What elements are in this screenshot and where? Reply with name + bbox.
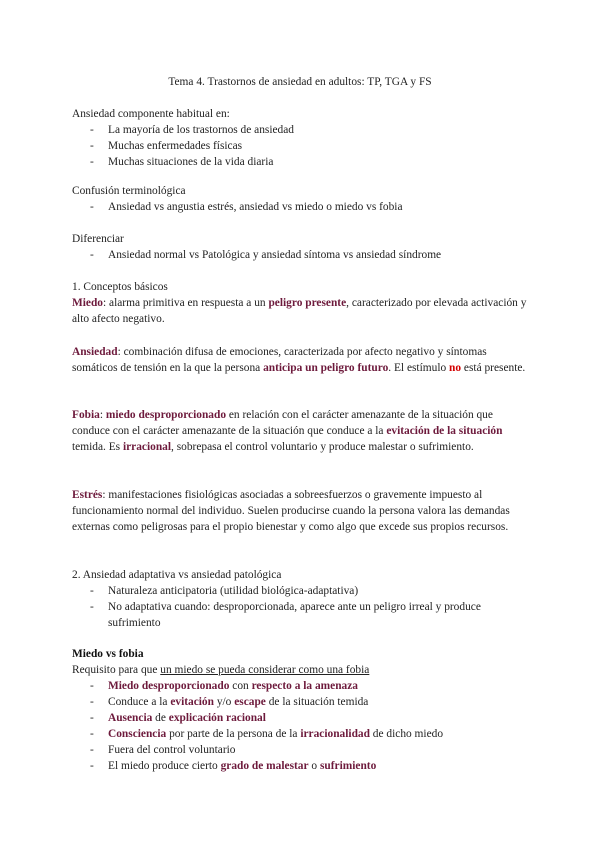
list-item: - Muchas situaciones de la vida diaria xyxy=(90,156,274,168)
list-item: - Miedo desproporcionado con respecto a la amenaza xyxy=(90,680,358,692)
list-item: - Ansiedad vs angustia estrés, ansiedad vs miedo o miedo vs fobia xyxy=(90,201,403,213)
list-item: - La mayoría de los trastornos de ansiedad xyxy=(90,124,294,136)
definition-fobia: Fobia: miedo desproporcionado en relación con el carácter amenazante de la situación que conduce con el carácter amenazante de la situación que conduce a la evitación de la situación temida. Es irracional, sobrepasa el control voluntario y produce malestar o sufrimiento. xyxy=(72,409,503,453)
definition-miedo: Miedo: alarma primitiva en respuesta a un peligro presente, caracterizado por elevada activación y alto afecto negativo. xyxy=(72,297,527,325)
term: Ansiedad xyxy=(72,346,118,358)
list-item: - Naturaleza anticipatoria (utilidad biológica-adaptativa) xyxy=(90,585,359,597)
term: Estrés xyxy=(72,489,103,501)
requisito-intro: Requisito para que un miedo se pueda considerar como una fobia xyxy=(72,664,370,676)
list-item: - Muchas enfermedades físicas xyxy=(90,140,243,152)
term: Fobia xyxy=(72,409,100,421)
section-ansiedad-componente xyxy=(72,106,532,170)
section-heading: Ansiedad componente habitual en: xyxy=(72,108,230,120)
section-heading: Miedo vs fobia xyxy=(72,648,144,660)
list-item: - Ansiedad normal vs Patológica y ansiedad síntoma vs ansiedad síndrome xyxy=(90,249,442,261)
definition-ansiedad: Ansiedad: combinación difusa de emociones, caracterizada por afecto negativo y síntomas somáticos de tensión en la que la persona anticipa un peligro futuro. El estímulo no está presente. xyxy=(72,346,526,374)
list-item: - Conduce a la evitación y/o escape de la situación temida xyxy=(90,696,369,708)
definition-estres: Estrés: manifestaciones fisiológicas asociadas a sobreesfuerzos o gravemente impuesto al funcionamiento normal del individuo. Suelen producirse cuando la persona valora las demandas externas como peligrosas para el propio bienestar y como algo que excede sus propios recursos. xyxy=(72,489,510,533)
list-item: - Ausencia de explicación racional xyxy=(90,712,266,724)
section-confusion xyxy=(72,183,532,215)
section-heading: 1. Conceptos básicos xyxy=(72,281,168,293)
section-conceptos xyxy=(72,279,532,327)
list-item: - Consciencia por parte de la persona de la irracionalidad de dicho miedo xyxy=(90,728,444,740)
term: Miedo xyxy=(72,297,104,309)
list-item: - Fuera del control voluntario xyxy=(90,744,236,756)
section-heading: Confusión terminológica xyxy=(72,185,186,197)
section-diferenciar xyxy=(72,231,532,263)
page-title: Tema 4. Trastornos de ansiedad en adultos: TP, TGA y FS xyxy=(168,76,432,88)
list-item: - No adaptativa cuando: desproporcionada, aparece ante un peligro irreal y produce sufrimiento xyxy=(90,601,481,629)
section-heading: Diferenciar xyxy=(72,233,124,245)
section-adaptativa xyxy=(72,567,532,631)
list-item: - El miedo produce cierto grado de malestar o sufrimiento xyxy=(90,760,377,772)
section-miedo-vs-fobia xyxy=(72,646,532,774)
section-heading: 2. Ansiedad adaptativa vs ansiedad patológica xyxy=(72,569,282,581)
